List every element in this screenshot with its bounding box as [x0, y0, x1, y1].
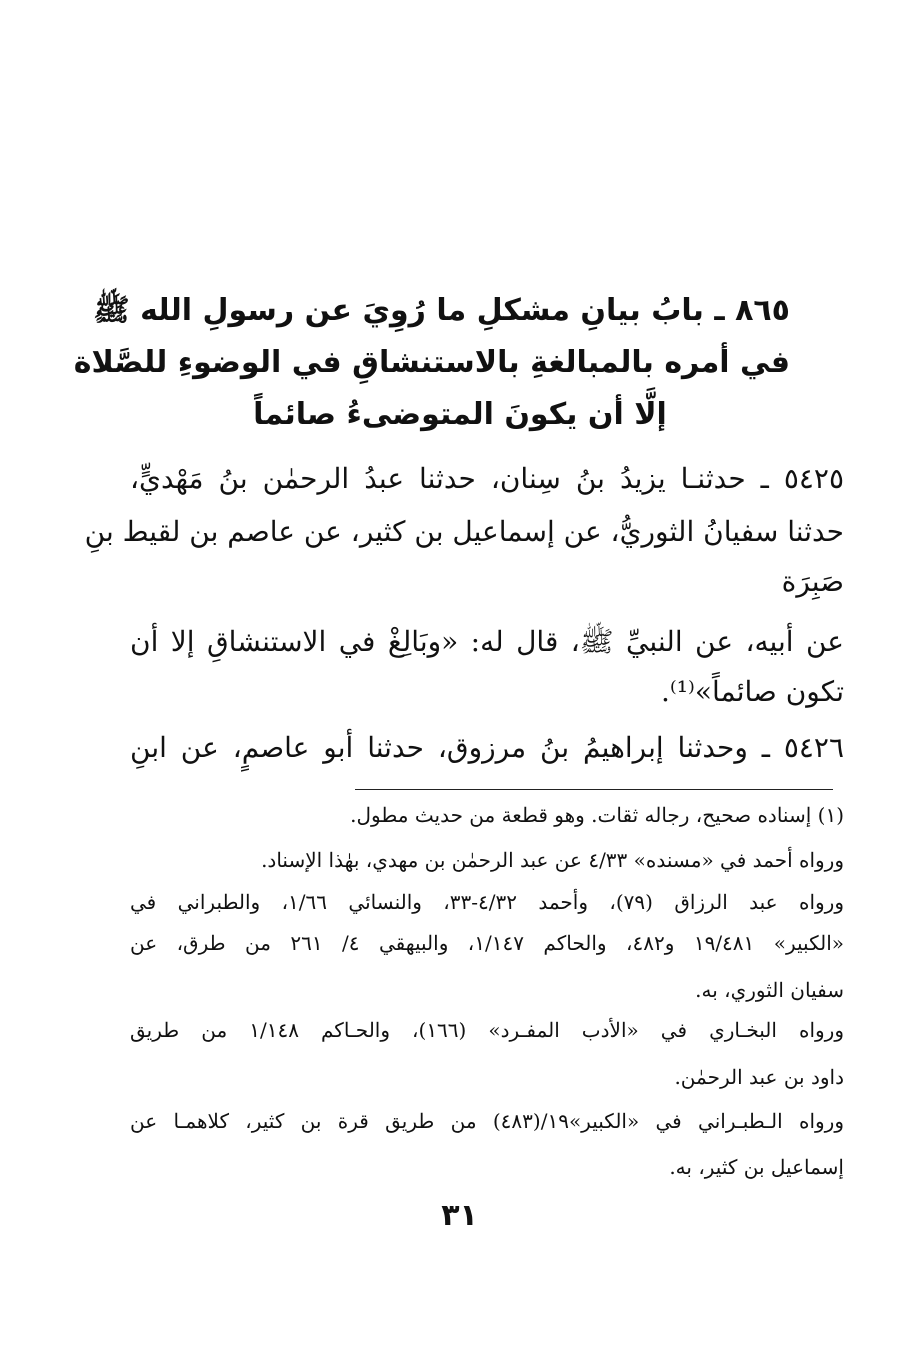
chapter-heading-line-2: في أمره بالمبالغةِ بالاستنشاقِ في الوضوءِ للصَّلاة: [73, 345, 790, 380]
hadith-5425-line-4: عن أبيه، عن النبيِّ ﷺ، قال له: «وبَالِغْ في الاستنشاقِ إلا أن: [130, 625, 844, 658]
footnote-line-7: داود بن عبد الرحمٰن.: [674, 1065, 844, 1089]
hadith-5425-line-3: صَبِرَة: [781, 565, 844, 598]
hadith-5425-line-2: حدثنا سفيانُ الثوريُّ، عن إسماعيل بن كثير، عن عاصم بن لقيط بنِ: [84, 515, 844, 548]
footnote-line-6: ورواه البخـاري في «الأدب المفـرد» (١٦٦)، والحـاكم ١/١٤٨ من طريق: [130, 1018, 844, 1042]
footnote-line-3: ورواه عبد الرزاق (٧٩)، وأحمد ٤/٣٢-٣٣، والنسائي ١/٦٦، والطبراني في: [130, 890, 844, 914]
hadith-5425-line-5: تكون صائماً»⁽¹⁾.: [660, 675, 844, 708]
footnote-line-5: سفيان الثوري، به.: [695, 978, 844, 1002]
footnote-line-8: ورواه الـطبـراني في «الكبير»١٩/(٤٨٣) من طريق قرة بن كثير، كلاهمـا عن: [130, 1109, 844, 1133]
hadith-5425-line-1: ٥٤٢٥ ـ حدثنـا يزيدُ بنُ سِنان، حدثنا عبدُ الرحمٰن بنُ مَهْديٍّ،: [130, 462, 844, 495]
footnote-line-4: «الكبير» ١٩/٤٨١ و٤٨٢، والحاكم ١/١٤٧، والبيهقي ٤/ ٢٦١ من طرق، عن: [130, 931, 844, 955]
chapter-heading-line-1: ٨٦٥ ـ بابُ بيانِ مشكلِ ما رُوِيَ عن رسولِ الله ﷺ: [93, 293, 790, 328]
chapter-heading-line-3: إلَّا أن يكونَ المتوضىءُ صائماً: [253, 397, 667, 432]
footnote-line-2: ورواه أحمد في «مسنده» ٤/٣٣ عن عبد الرحمٰن بن مهدي، بهٰذا الإسناد.: [261, 848, 844, 872]
footnote-separator: [355, 789, 833, 790]
footnote-line-1: (١) إسناده صحيح، رجاله ثقات. وهو قطعة من حديث مطول.: [350, 803, 844, 827]
footnote-line-9: إسماعيل بن كثير، به.: [669, 1155, 844, 1179]
hadith-5426-line-1: ٥٤٢٦ ـ وحدثنا إبراهيمُ بنُ مرزوق، حدثنا أبو عاصمٍ، عن ابنِ: [130, 731, 844, 764]
page-number: ٣١: [441, 1198, 478, 1233]
